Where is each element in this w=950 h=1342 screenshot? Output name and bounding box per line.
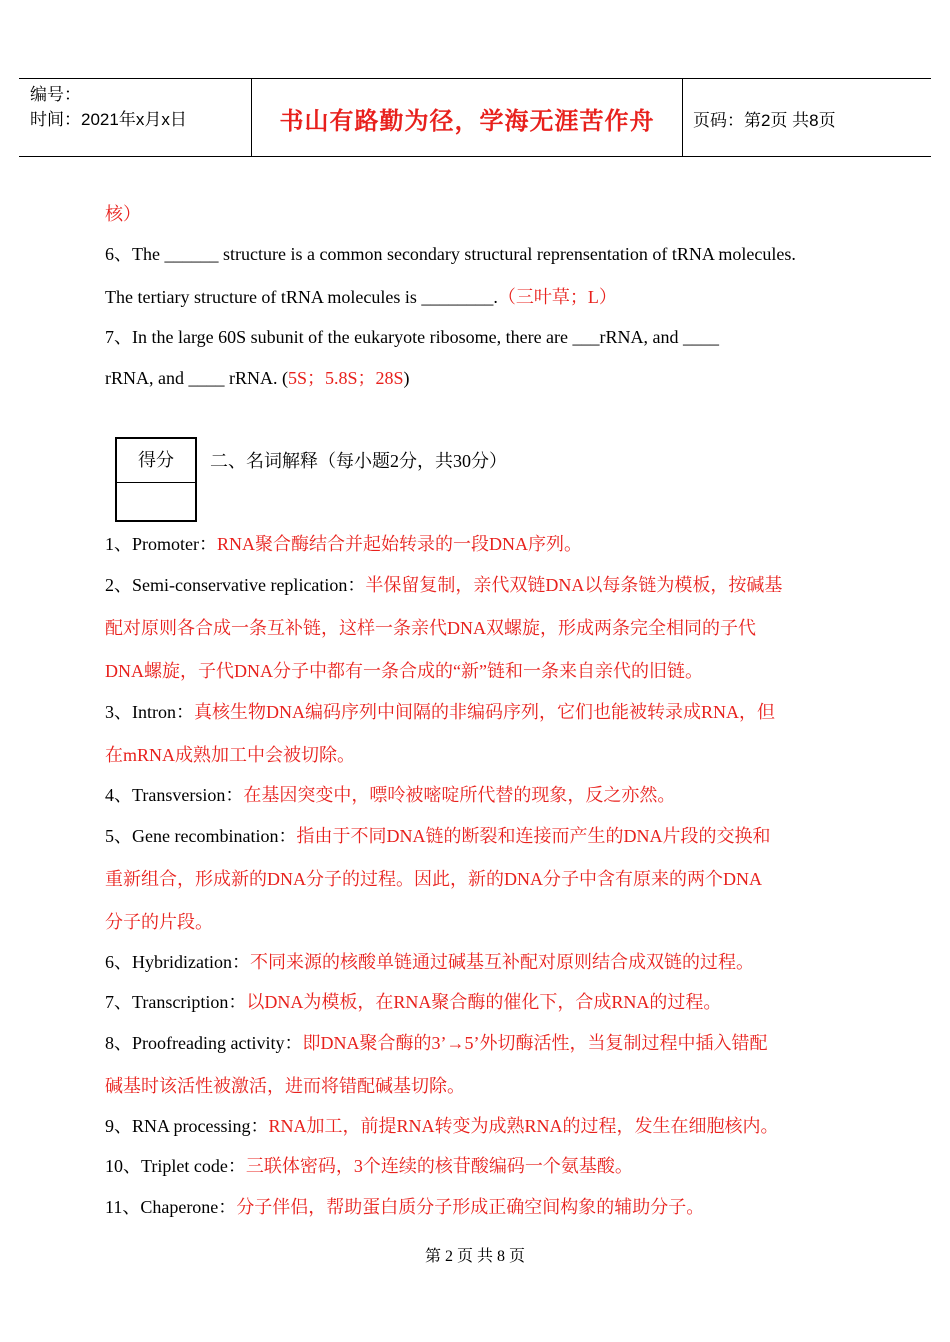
- definition-item: [105, 822, 770, 848]
- definition-term: 4、Transversion：: [105, 785, 244, 805]
- definition-term: 2、Semi-conservative replication：: [105, 575, 366, 595]
- definition-item: [105, 948, 754, 974]
- definition-continuation: [105, 1072, 465, 1098]
- question-7-line-1: 7、In the large 60S subunit of the eukaryote ribosome, there are ___rRNA, and ____: [105, 327, 720, 347]
- definition-text: 指由于不同DNA链的断裂和连接而产生的DNA片段的交换和: [296, 826, 771, 846]
- header-divider-right: [682, 78, 683, 157]
- definition-text: 在基因突变中，嘌呤被嘧啶所代替的现象，反之亦然。: [243, 785, 676, 805]
- definition-term: 9、RNA processing：: [105, 1116, 269, 1136]
- definition-text: 半保留复制，亲代双链DNA以每条链为模板，按碱基: [365, 575, 783, 595]
- definition-text: DNA螺旋，子代DNA分子中都有一条合成的“新”链和一条来自亲代的旧链。: [105, 661, 703, 681]
- header-bottom-rule: [19, 156, 931, 157]
- answer-text: （三叶草；L）: [497, 287, 617, 307]
- definition-item: [105, 1112, 779, 1138]
- answer-text: 5S；5.8S；28S: [287, 368, 404, 388]
- definition-text: 重新组合，形成新的DNA分子的过程。因此，新的DNA分子中含有原来的两个DNA: [105, 869, 762, 889]
- page-label: 页码：第2页 共8页: [693, 111, 836, 130]
- header-meta: [30, 82, 187, 132]
- definition-text: RNA聚合酶结合并起始转录的一段DNA序列。: [217, 534, 582, 554]
- definition-item: [105, 530, 582, 556]
- definition-term: 6、Hybridization：: [105, 952, 250, 972]
- definition-term: 8、Proofreading activity：: [105, 1033, 303, 1053]
- definition-text: 分子的片段。: [105, 912, 213, 932]
- definition-text: 配对原则各合成一条互补链，这样一条亲代DNA双螺旋，形成两条完全相同的子代: [105, 618, 756, 638]
- definition-text: 碱基时该活性被激活，进而将错配碱基切除。: [105, 1076, 465, 1096]
- definition-term: 3、Intron：: [105, 702, 194, 722]
- question-7-line-2: rRNA, and ____ rRNA. (5S；5.8S；28S): [105, 368, 410, 388]
- question-6-line-2: The tertiary structure of tRNA molecules is ________.（三叶草；L）: [105, 287, 617, 307]
- definition-item: [105, 1029, 767, 1055]
- answer-text: 核）: [105, 204, 141, 224]
- definition-continuation: [105, 614, 756, 640]
- number-label: 编号：: [30, 85, 81, 104]
- definition-text: 以DNA为模板，在RNA聚合酶的催化下，合成RNA的过程。: [246, 992, 722, 1012]
- definition-continuation: [105, 741, 355, 767]
- definition-text: 三联体密码，3个连续的核苷酸编码一个氨基酸。: [245, 1156, 633, 1176]
- header-top-rule: [19, 78, 931, 79]
- definition-text: 真核生物DNA编码序列中间隔的非编码序列，它们也能被转录成RNA，但: [194, 702, 775, 722]
- definition-text: 分子伴侣，帮助蛋白质分子形成正确空间构象的辅助分子。: [236, 1197, 705, 1217]
- time-label: 时间：2021年x月x日: [30, 110, 187, 129]
- score-label: 得分: [117, 439, 195, 483]
- definition-term: 10、Triplet code：: [105, 1156, 246, 1176]
- section-title: 二、名词解释（每小题2分，共30分）: [210, 451, 507, 471]
- definition-term: 5、Gene recombination：: [105, 826, 297, 846]
- definition-item: [105, 1193, 704, 1219]
- definition-continuation: [105, 865, 762, 891]
- definition-continuation: [105, 908, 213, 934]
- definition-item: [105, 571, 782, 597]
- header-motto: 书山有路勤为径，学海无涯苦作舟: [279, 107, 655, 135]
- definition-text: 即DNA聚合酶的3’→5’外切酶活性，当复制过程中插入错配: [302, 1033, 768, 1053]
- score-box: [115, 437, 197, 522]
- page-footer: 第 2 页 共 8 页: [424, 1248, 525, 1265]
- definition-item: [105, 1152, 633, 1178]
- definition-text: 不同来源的核酸单链通过碱基互补配对原则结合成双链的过程。: [249, 952, 754, 972]
- definition-continuation: [105, 657, 703, 683]
- definition-item: [105, 698, 775, 724]
- text-line: [105, 200, 141, 226]
- definition-term: 11、Chaperone：: [105, 1197, 237, 1217]
- question-6-line-1: 6、The ______ structure is a common secondary structural reprensentation of tRNA molecules.: [105, 244, 796, 264]
- definition-term: 1、Promoter：: [105, 534, 217, 554]
- definition-text: 在mRNA成熟加工中会被切除。: [105, 745, 356, 765]
- definition-text: RNA加工，前提RNA转变为成熟RNA的过程，发生在细胞核内。: [268, 1116, 779, 1136]
- definition-term: 7、Transcription：: [105, 992, 247, 1012]
- definition-item: [105, 988, 721, 1014]
- definition-item: [105, 781, 675, 807]
